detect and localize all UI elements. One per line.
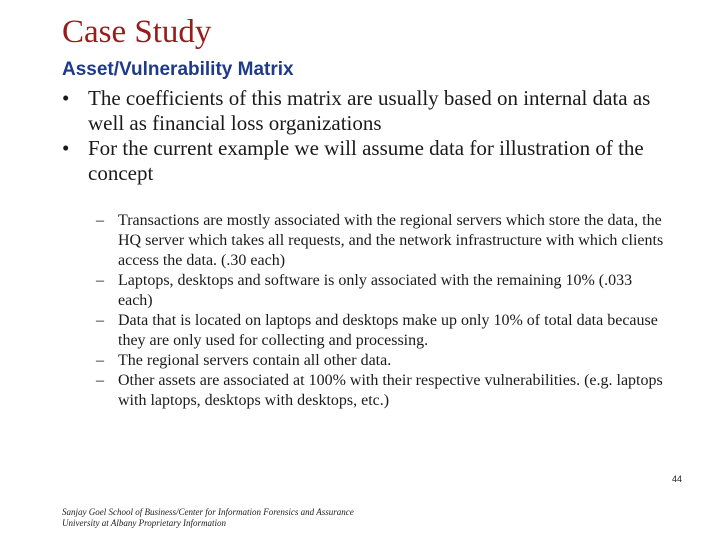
dash-marker: – [96, 352, 104, 369]
bullet-list [62, 86, 682, 186]
footer [62, 507, 354, 529]
footer-line-1: Sanjay Goel School of Business/Center for Information Forensics and Assurance [62, 507, 354, 517]
slide-subtitle: Asset/Vulnerability Matrix [62, 59, 294, 80]
sub-bullet-item [96, 211, 666, 271]
bullet-text: The coefficients of this matrix are usually based on internal data as well as financial loss organizations [88, 86, 651, 135]
bullet-marker: • [62, 136, 70, 160]
sub-bullet-text: Transactions are mostly associated with the regional servers which store the data, the HQ server which takes all requests, and the network infrastructure with which clients access the data. (.30 each) [118, 212, 664, 269]
bullet-text: For the current example we will assume data for illustration of the concept [88, 136, 644, 185]
sub-bullet-text: Other assets are associated at 100% with their respective vulnerabilities. (e.g. laptops with laptops, desktops with desktops, etc.) [118, 372, 663, 409]
sub-bullet-list [96, 211, 666, 411]
dash-marker: – [96, 212, 104, 229]
dash-marker: – [96, 312, 104, 329]
slide-title: Case Study [62, 14, 212, 50]
sub-bullet-item [96, 311, 666, 351]
footer-line-2: University at Albany Proprietary Information [62, 518, 226, 528]
page-number: 44 [671, 474, 682, 484]
sub-bullet-item [96, 271, 666, 311]
sub-bullet-text: Laptops, desktops and software is only associated with the remaining 10% (.033 each) [118, 272, 633, 309]
sub-bullet-text: Data that is located on laptops and desktops make up only 10% of total data because they are only used for collecting and processing. [118, 312, 658, 349]
bullet-marker: • [62, 86, 70, 110]
sub-bullet-item [96, 351, 666, 371]
sub-bullet-text: The regional servers contain all other data. [118, 352, 392, 369]
dash-marker: – [96, 272, 104, 289]
sub-bullet-item [96, 371, 666, 411]
dash-marker: – [96, 372, 104, 389]
bullet-item [62, 86, 682, 136]
bullet-item [62, 136, 682, 186]
